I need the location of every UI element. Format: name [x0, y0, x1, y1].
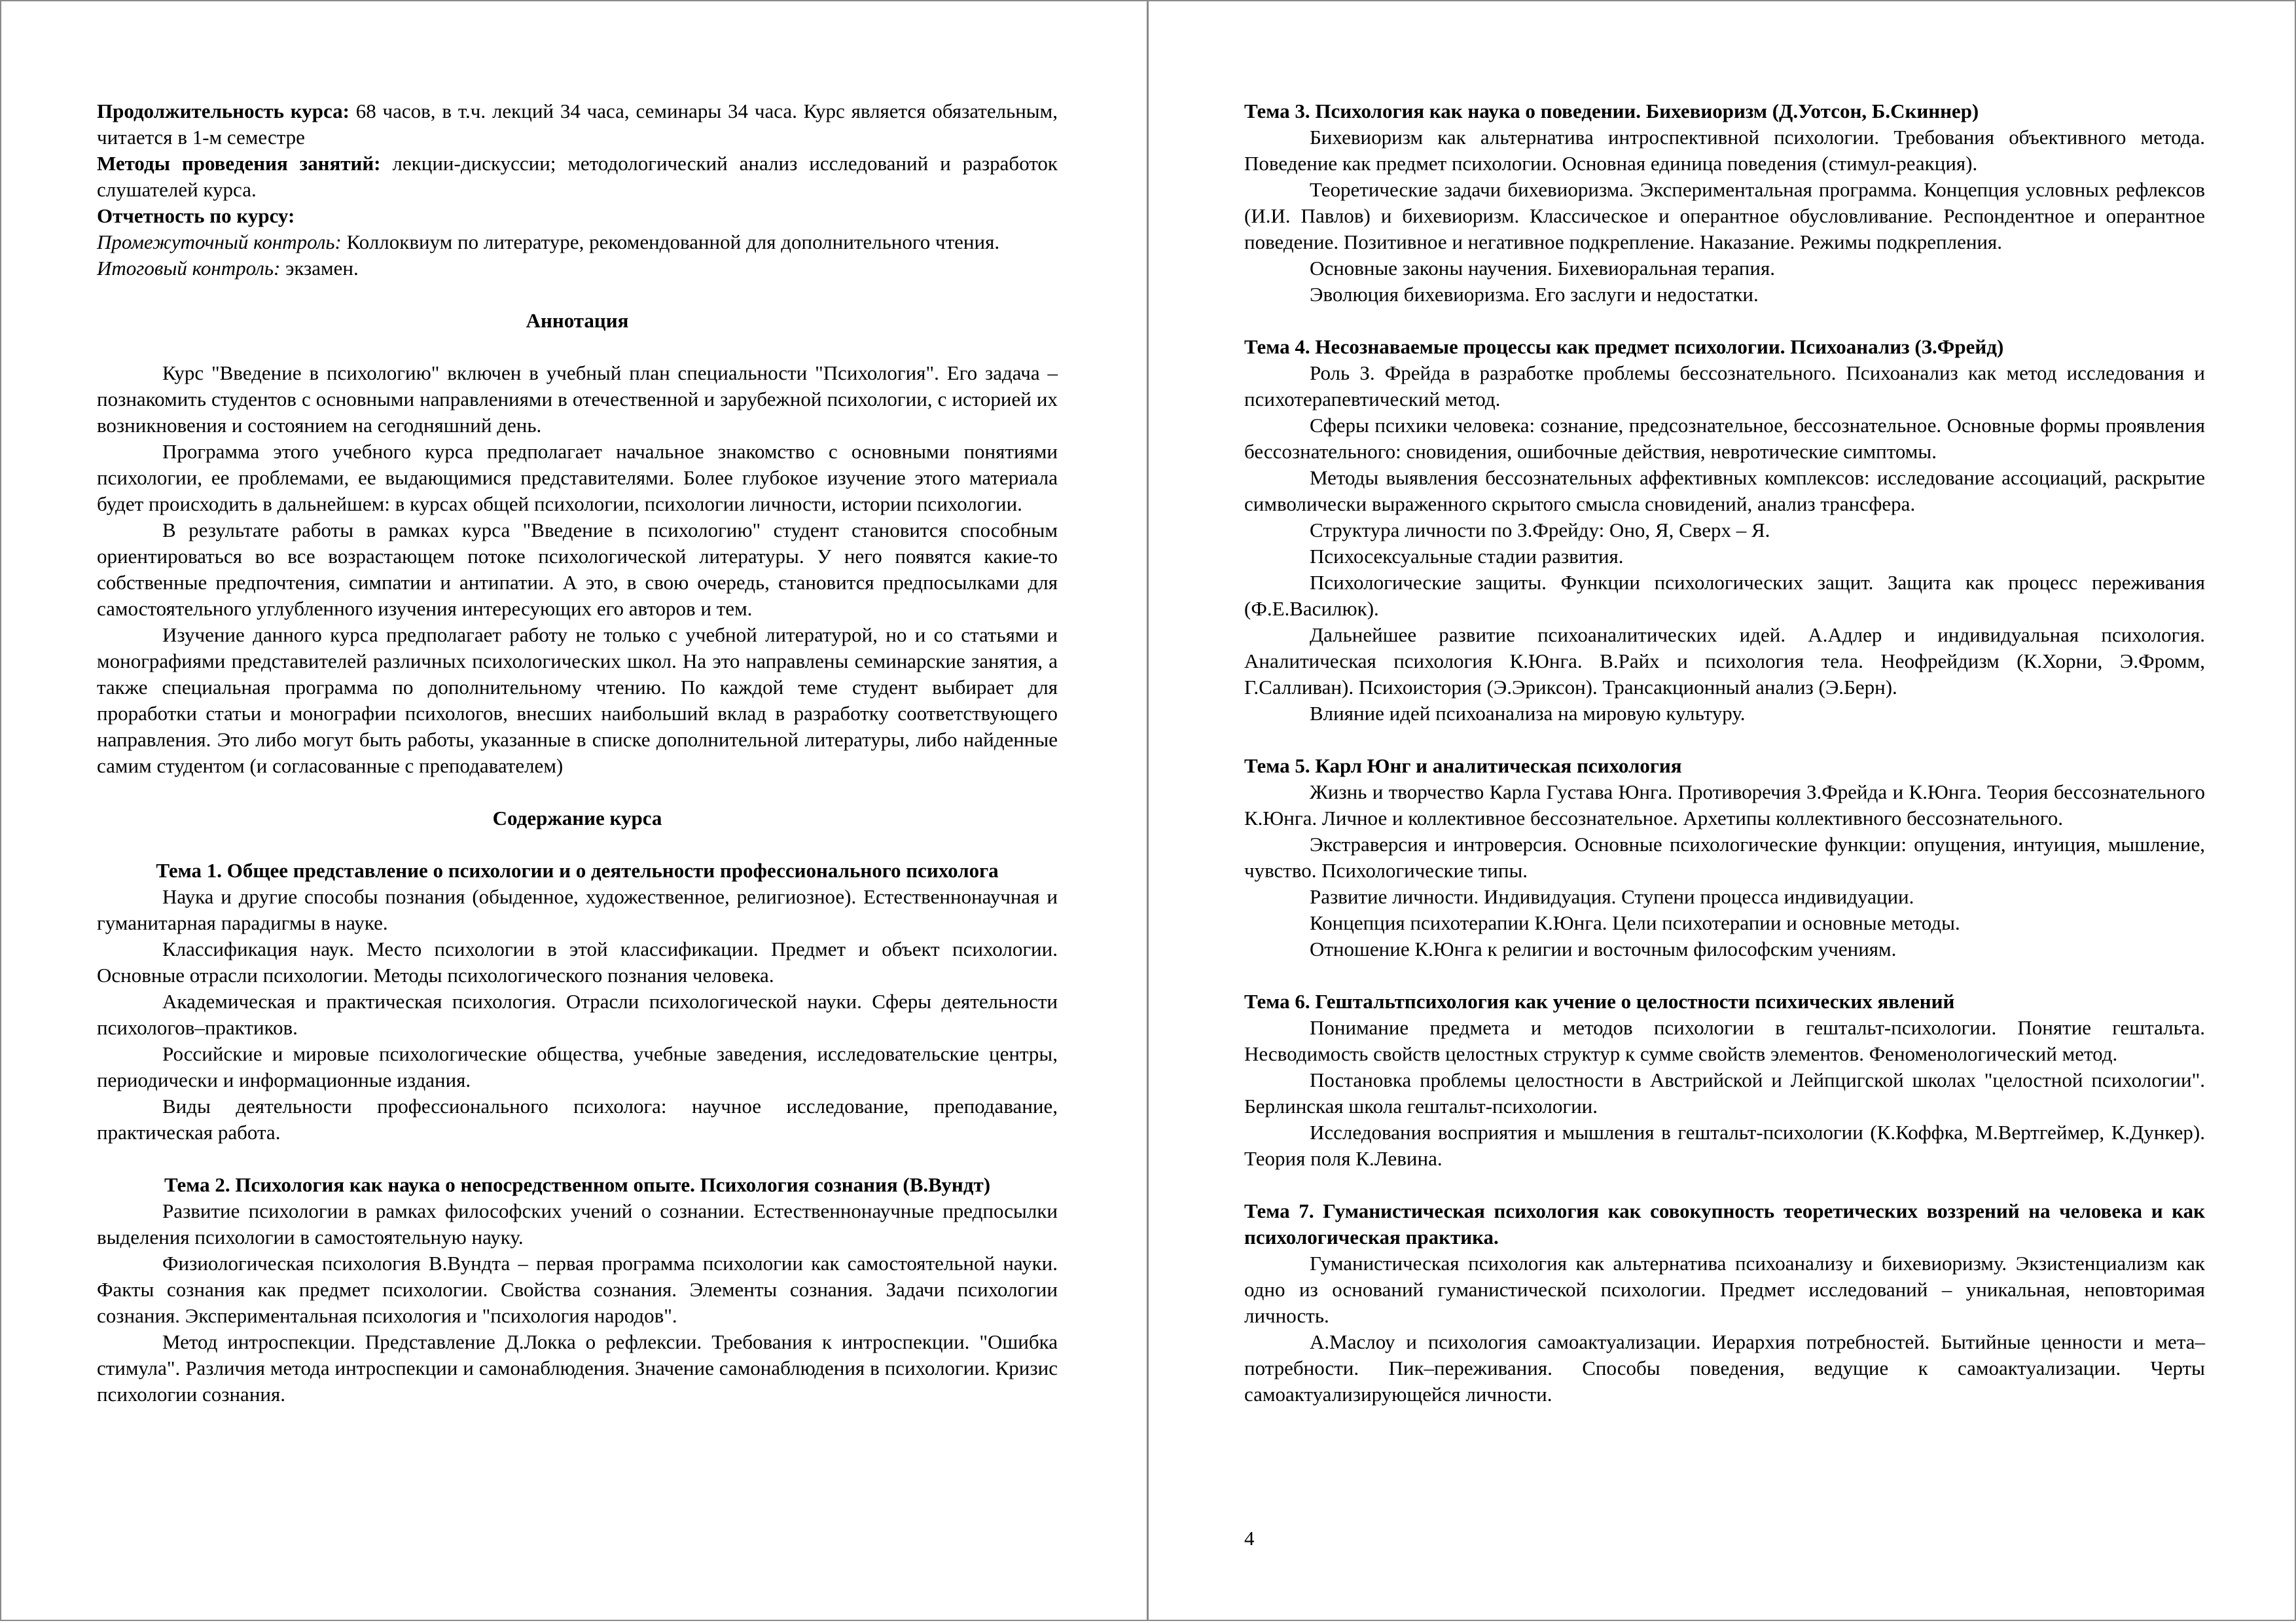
topic-1-paragraph: Наука и другие способы познания (обыденное, художественное, религиозное). Естественнонаучная и гуманитарная парадигмы в науке. [97, 885, 1058, 934]
final-label: Итоговый контроль: [97, 257, 281, 280]
topic-4-paragraph: Структура личности по З.Фрейду: Оно, Я, Сверх – Я. [1310, 519, 1770, 541]
topic-4-paragraph: Влияние идей психоанализа на мировую культуру. [1310, 702, 1746, 725]
left-page [0, 0, 1148, 1621]
topic-5-paragraph: Экстраверсия и интроверсия. Основные психологические функции: опущения, интуиция, мышление, чувство. Психологические типы. [1244, 833, 2205, 882]
topic-7-title: Тема 7. Гуманистическая психология как совокупность теоретических воззрений на человека и как психологическая практика. [1244, 1199, 2205, 1249]
duration-label: Продолжительность курса: [97, 100, 350, 122]
topic-1-paragraph: Академическая и практическая психология. Отрасли психологической науки. Сферы деятельности психологов–практиков. [97, 990, 1058, 1039]
right-page [1147, 0, 2296, 1621]
topic-6-title: Тема 6. Гештальтпсихология как учение о целостности психических явлений [1244, 990, 1955, 1013]
annotation-paragraph: Программа этого учебного курса предполагает начальное знакомство с основными понятиями психологии, ее проблемами, ее выдающимися представителями. Более глубокое изучение этого материала будет происходить в дальнейшем: в курсах общей психологии, психологии личности, истории психологии. [97, 440, 1058, 515]
spacer [97, 282, 1058, 308]
reporting-label: Отчетность по курсу: [97, 204, 295, 227]
annotation-paragraph: Изучение данного курса предполагает работу не только с учебной литературой, но и со статьями и монографиями представителей различных психологических школ. На это направлены семинарские занятия, а также специальная программа по дополнительному чтению. По каждой теме студент выбирает для проработки статьи и монографии психологов, внесших наибольший вклад в разработку соответствующего направления. Это либо могут быть работы, указанные в списке дополнительной литературы, либо найденные самим студентом (и согласованные с преподавателем) [97, 623, 1058, 777]
contents-heading: Содержание курса [492, 807, 662, 830]
right-page-content [1244, 98, 2205, 1408]
topic-4-paragraph: Сферы психики человека: сознание, предсознательное, бессознательное. Основные формы проявления бессознательного: сновидения, ошибочные действия, невротические симптомы. [1244, 414, 2205, 463]
teaching-methods [97, 151, 1058, 203]
topic-5-paragraph: Жизнь и творчество Карла Густава Юнга. Противоречия З.Фрейда и К.Юнга. Теория бессознательного К.Юнга. Личное и коллективное бессознательное. Архетипы коллективного бессознательного. [1244, 780, 2205, 830]
spacer [1244, 1172, 2205, 1198]
spacer [97, 779, 1058, 805]
topic-2-paragraph: Развитие психологии в рамках философских учений о сознании. Естественнонаучные предпосылки выделения психологии в самостоятельную науку. [97, 1199, 1058, 1249]
topic-3-paragraph: Эволюция бихевиоризма. Его заслуги и недостатки. [1310, 283, 1759, 306]
course-duration [97, 98, 1058, 151]
topic-1-paragraph: Классификация наук. Место психологии в этой классификации. Предмет и объект психологии. Основные отрасли психологии. Методы психологического познания человека. [97, 938, 1058, 987]
topic-3-paragraph: Теоретические задачи бихевиоризма. Экспериментальная программа. Концепция условных рефлексов (И.И. Павлов) и бихевиоризм. Классическое и оперантное обусловливание. Респондентное и оперантное поведение. Позитивное и негативное подкрепление. Наказание. Режимы подкрепления. [1244, 178, 2205, 253]
topic-1-paragraph: Российские и мировые психологические общества, учебные заведения, исследовательские центры, периодически и информационные издания. [97, 1042, 1058, 1091]
topic-3-title: Тема 3. Психология как наука о поведении. Бихевиоризм (Д.Уотсон, Б.Скиннер) [1244, 100, 1979, 122]
topic-5-paragraph: Развитие личности. Индивидуация. Ступени процесса индивидуации. [1310, 885, 1914, 908]
spacer [1244, 962, 2205, 989]
topic-5-paragraph: Концепция психотерапии К.Юнга. Цели психотерапии и основные методы. [1310, 911, 1960, 934]
topic-1-title: Тема 1. Общее представление о психологии и о деятельности профессионального психолога [156, 859, 999, 882]
topic-3-paragraph: Основные законы научения. Бихевиоральная терапия. [1310, 257, 1775, 280]
topic-6-paragraph: Постановка проблемы целостности в Австрийской и Лейпцигской школах "целостной психологии". Берлинская школа гештальт-психологии. [1244, 1068, 2205, 1118]
left-page-content [97, 98, 1058, 1408]
topic-6-paragraph: Понимание предмета и методов психологии в гештальт-психологии. Понятие гештальта. Несводимость свойств целостных структур к сумме свойств элементов. Феноменологический метод. [1244, 1016, 2205, 1065]
duration-text: 68 часов, в т.ч. лекций 34 часа, семинары 34 часа. Курс является обязательным, читается в 1-м семестре [97, 100, 1058, 149]
interim-label: Промежуточный контроль: [97, 230, 342, 253]
spacer [1244, 727, 2205, 753]
topic-4-paragraph: Роль З. Фрейда в разработке проблемы бессознательного. Психоанализ как метод исследования и психотерапевтический метод. [1244, 361, 2205, 410]
topic-5-paragraph: Отношение К.Юнга к религии и восточным философским учениям. [1310, 938, 1897, 960]
annotation-paragraph: В результате работы в рамках курса "Введение в психологию" студент становится способным ориентироваться во все возрастающем потоке психологической литературы. У него появятся какие-то собственные предпочтения, симпатии и антипатии. А это, в свою очередь, становится предпосылками для самостоятельного углубленного изучения интересующих его авторов и тем. [97, 519, 1058, 620]
interim-text: Коллоквиум по литературе, рекомендованной для дополнительного чтения. [341, 230, 1000, 253]
topic-2-title: Тема 2. Психология как наука о непосредственном опыте. Психология сознания (В.Вундт) [164, 1173, 991, 1196]
annotation-paragraph: Курс "Введение в психологию" включен в учебный план специальности "Психология". Его задача – познакомить студентов с основными направлениями в отечественной и зарубежной психологии, с историей их возникновения и состоянием на сегодняшний день. [97, 361, 1058, 437]
page-number: 4 [1244, 1527, 1255, 1550]
annotation-heading: Аннотация [526, 309, 629, 332]
spacer [97, 1146, 1058, 1172]
topic-4-paragraph: Методы выявления бессознательных аффективных комплексов: исследование ассоциаций, раскрытие символически выраженного скрытого смысла сновидений, анализ трансфера. [1244, 466, 2205, 515]
topic-6-paragraph: Исследования восприятия и мышления в гештальт-психологии (К.Коффка, М.Вертгеймер, К.Дункер). Теория поля К.Левина. [1244, 1121, 2205, 1170]
final-text: экзамен. [280, 257, 359, 280]
methods-label: Методы проведения занятий: [97, 152, 381, 175]
final-control [97, 255, 1058, 282]
interim-control [97, 229, 1058, 255]
topic-4-paragraph: Психологические защиты. Функции психологических защит. Защита как процесс переживания (Ф.Е.Василюк). [1244, 571, 2205, 620]
topic-5-title: Тема 5. Карл Юнг и аналитическая психология [1244, 754, 1682, 777]
topic-2-paragraph: Метод интроспекции. Представление Д.Локка о рефлексии. Требования к интроспекции. "Ошибка стимула". Различия метода интроспекции и самонаблюдения. Значение самонаблюдения в психологии. Кризис психологии сознания. [97, 1330, 1058, 1406]
topic-4-paragraph: Дальнейшее развитие психоаналитических идей. А.Адлер и индивидуальная психология. Аналитическая психология К.Юнга. В.Райх и психология тела. Неофрейдизм (К.Хорни, Э.Фромм, Г.Салливан). Психоистория (Э.Эриксон). Трансакционный анализ (Э.Берн). [1244, 623, 2205, 699]
topic-3-paragraph: Бихевиоризм как альтернатива интроспективной психологии. Требования объективного метода. Поведение как предмет психологии. Основная единица поведения (стимул-реакция). [1244, 126, 2205, 175]
spacer [1244, 308, 2205, 334]
topic-7-paragraph: Гуманистическая психология как альтернатива психоанализу и бихевиоризму. Экзистенциализм как одно из оснований гуманистической психологии. Предмет исследований – уникальная, неповторимая личность. [1244, 1252, 2205, 1327]
topic-4-title: Тема 4. Несознаваемые процессы как предмет психологии. Психоанализ (З.Фрейд) [1244, 335, 2004, 358]
topic-1-paragraph: Виды деятельности профессионального психолога: научное исследование, преподавание, практическая работа. [97, 1095, 1058, 1144]
topic-4-paragraph: Психосексуальные стадии развития. [1310, 545, 1624, 568]
spacer [97, 831, 1058, 858]
topic-2-paragraph: Физиологическая психология В.Вундта – первая программа психологии как самостоятельной науки. Факты сознания как предмет психологии. Свойства сознания. Элементы сознания. Задачи психологии сознания. Экспериментальная психология и "психология народов". [97, 1252, 1058, 1327]
spacer [97, 334, 1058, 360]
methods-text: лекции-дискуссии; методологический анализ исследований и разработок слушателей курса. [97, 152, 1058, 201]
topic-7-paragraph: А.Маслоу и психология самоактуализации. Иерархия потребностей. Бытийные ценности и мета–потребности. Пик–переживания. Способы поведения, ведущие к самоактуализации. Черты самоактуализирующейся личности. [1244, 1330, 2205, 1406]
